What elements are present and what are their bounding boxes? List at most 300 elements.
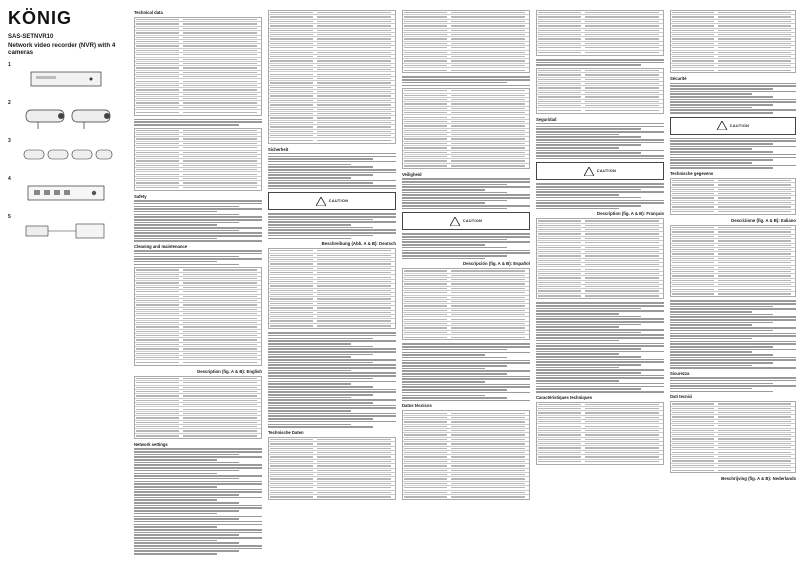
text-line	[536, 128, 641, 130]
text-line	[268, 405, 396, 407]
cell-text	[718, 280, 791, 281]
cell-text	[538, 87, 581, 88]
cell-text	[136, 409, 179, 410]
text-line	[134, 470, 239, 472]
text-line	[536, 380, 619, 382]
table-cell	[183, 143, 261, 144]
table-cell	[537, 295, 585, 296]
cell-text	[538, 443, 581, 444]
cell-text	[404, 12, 447, 13]
cell-text	[404, 430, 447, 431]
cell-text	[404, 138, 447, 139]
table-cell	[183, 89, 261, 90]
text-line	[670, 349, 796, 351]
brand-header	[8, 8, 128, 57]
table-cell	[269, 443, 317, 444]
cell-text	[585, 25, 659, 26]
text-line	[268, 221, 396, 223]
text-line	[268, 332, 396, 334]
table-cell	[451, 496, 529, 497]
table-cell	[403, 25, 451, 26]
cell-text	[270, 78, 313, 79]
cell-text	[270, 104, 313, 105]
table-cell	[269, 34, 317, 35]
table-cell	[537, 426, 585, 427]
table-cell	[135, 45, 183, 46]
table-cell	[585, 260, 663, 261]
cell-text	[183, 357, 257, 358]
cell-text	[317, 122, 391, 123]
cell-text	[183, 63, 257, 64]
table-cell	[403, 288, 451, 289]
cell-text	[183, 169, 257, 170]
cell-text	[270, 320, 313, 321]
table-cell	[671, 206, 718, 207]
cell-text	[183, 50, 257, 51]
table-row	[671, 468, 795, 472]
cell-text	[183, 309, 257, 310]
cell-text	[404, 21, 447, 22]
table-cell	[135, 413, 183, 414]
cell-text	[183, 318, 257, 319]
table-cell	[403, 483, 451, 484]
cell-text	[317, 47, 391, 48]
text-line	[402, 192, 507, 194]
table-cell	[718, 412, 795, 413]
table-cell	[585, 264, 663, 265]
text-line	[134, 258, 262, 260]
table-cell	[451, 297, 529, 298]
cell-text	[404, 478, 447, 479]
table-cell	[451, 413, 529, 414]
cell-text	[136, 400, 179, 401]
table-cell	[183, 178, 261, 179]
cell-text	[317, 56, 391, 57]
text-line	[268, 386, 373, 388]
text-line	[670, 354, 773, 356]
cell-text	[317, 82, 391, 83]
table-cell	[537, 264, 585, 265]
cell-text	[317, 285, 391, 286]
cell-text	[585, 96, 659, 97]
table-cell	[135, 391, 183, 392]
table-cell	[451, 117, 529, 118]
table-cell	[671, 236, 718, 237]
table-cell	[451, 95, 529, 96]
table-cell	[403, 38, 451, 39]
cell-text	[183, 313, 257, 314]
cell-text	[451, 448, 525, 449]
table-cell	[135, 404, 183, 405]
cell-text	[183, 32, 257, 33]
table-cell	[135, 269, 183, 270]
text-line	[670, 343, 796, 345]
cell-text	[270, 492, 313, 493]
data-table	[402, 88, 530, 169]
cell-text	[183, 187, 257, 188]
cell-text	[317, 52, 391, 53]
table-cell	[269, 65, 317, 66]
cell-text	[404, 310, 447, 311]
table-cell	[135, 147, 183, 148]
cell-text	[136, 287, 179, 288]
cell-text	[538, 16, 581, 17]
table-cell	[269, 268, 317, 269]
cell-text	[585, 12, 659, 13]
cell-text	[585, 461, 659, 462]
cell-text	[451, 483, 525, 484]
table-cell	[135, 67, 183, 68]
cell-text	[718, 412, 791, 413]
table-cell	[537, 225, 585, 226]
text-line	[134, 206, 239, 208]
table-cell	[585, 255, 663, 256]
text-line	[536, 383, 664, 385]
table-cell	[537, 101, 585, 102]
text-line	[402, 82, 507, 84]
cell-text	[317, 16, 391, 17]
cell-text	[183, 138, 257, 139]
text-line	[670, 335, 796, 337]
cell-text	[183, 269, 257, 270]
cell-text	[136, 67, 179, 68]
text-line	[402, 200, 507, 202]
table-cell	[403, 165, 451, 166]
cell-text	[404, 305, 447, 306]
table-cell	[451, 470, 529, 471]
table-cell	[183, 322, 261, 323]
cell-text	[404, 56, 447, 57]
table-cell	[183, 72, 261, 73]
table-cell	[671, 21, 718, 22]
table-cell	[585, 290, 663, 291]
text-line	[268, 364, 396, 366]
table-cell	[135, 339, 183, 340]
table-cell	[671, 52, 718, 53]
cell-text	[404, 70, 447, 71]
table-cell	[269, 255, 317, 256]
cell-text	[585, 70, 659, 71]
table-cell	[451, 34, 529, 35]
cell-text	[672, 421, 714, 422]
text-line	[134, 216, 262, 218]
cell-text	[718, 70, 791, 71]
table-cell	[671, 271, 718, 272]
table-cell	[718, 38, 795, 39]
cell-text	[183, 112, 257, 113]
table-cell	[317, 34, 395, 35]
table-cell	[317, 448, 395, 449]
text-line	[670, 303, 796, 305]
table-cell	[135, 435, 183, 436]
table-cell	[317, 16, 395, 17]
cell-text	[183, 85, 257, 86]
table-cell	[537, 74, 585, 75]
cell-text	[451, 492, 525, 493]
cell-text	[317, 492, 391, 493]
table-cell	[403, 112, 451, 113]
cell-text	[718, 202, 791, 203]
table-cell	[585, 30, 663, 31]
table-cell	[671, 70, 718, 71]
table-cell	[718, 25, 795, 26]
text-line	[536, 388, 641, 390]
cell-text	[317, 135, 391, 136]
text-line	[134, 250, 262, 252]
cell-text	[270, 82, 313, 83]
cell-text	[672, 284, 714, 285]
text-line	[670, 138, 796, 140]
table-cell	[183, 353, 261, 354]
cell-text	[317, 21, 391, 22]
table-cell	[135, 152, 183, 153]
table-cell	[403, 426, 451, 427]
cell-text	[270, 272, 313, 273]
table-cell	[269, 140, 317, 141]
table-cell	[135, 426, 183, 427]
table-cell	[317, 496, 395, 497]
table-cell	[537, 434, 585, 435]
cell-text	[270, 69, 313, 70]
table-cell	[135, 430, 183, 431]
cell-text	[136, 89, 179, 90]
cell-text	[317, 60, 391, 61]
data-table	[134, 128, 262, 191]
table-cell	[585, 21, 663, 22]
cell-text	[672, 30, 714, 31]
figure-4	[8, 176, 128, 210]
table-cell	[183, 112, 261, 113]
section-heading: Dati tecnici	[670, 394, 693, 400]
table-cell	[269, 104, 317, 105]
text-line	[670, 316, 796, 318]
cell-text	[451, 38, 525, 39]
cell-text	[538, 255, 581, 256]
camera-bullet-icon	[16, 102, 116, 132]
cell-text	[136, 296, 179, 297]
cell-text	[451, 430, 525, 431]
table-cell	[718, 56, 795, 57]
cell-text	[672, 456, 714, 457]
table-cell	[135, 107, 183, 108]
text-line	[670, 314, 773, 316]
cell-text	[718, 184, 791, 185]
table-row	[403, 164, 529, 168]
table-cell	[451, 443, 529, 444]
text-line	[268, 410, 351, 412]
cell-text	[270, 250, 313, 251]
cell-text	[672, 438, 714, 439]
table-cell	[269, 294, 317, 295]
table-cell	[403, 301, 451, 302]
section-heading: Sicurezza	[670, 371, 690, 377]
data-table	[268, 437, 396, 500]
table-cell	[585, 105, 663, 106]
text-line	[402, 381, 485, 383]
column-technical-en	[134, 8, 262, 560]
cell-text	[136, 339, 179, 340]
cell-text	[317, 74, 391, 75]
cell-text	[585, 456, 659, 457]
cell-text	[183, 391, 257, 392]
table-cell	[537, 260, 585, 261]
text-line	[134, 550, 239, 552]
text-line	[402, 397, 507, 399]
table-cell	[585, 439, 663, 440]
text-line	[536, 351, 664, 353]
cell-text	[404, 483, 447, 484]
cell-text	[404, 34, 447, 35]
table-cell	[135, 182, 183, 183]
table-cell	[317, 126, 395, 127]
table-cell	[537, 242, 585, 243]
table-cell	[183, 63, 261, 64]
cell-text	[404, 297, 447, 298]
text-line	[134, 232, 262, 234]
cell-text	[451, 319, 525, 320]
table-cell	[718, 21, 795, 22]
table-cell	[183, 331, 261, 332]
cell-text	[317, 259, 391, 260]
table-cell	[317, 91, 395, 92]
language-heading: Descripción (fig. A & B): Español	[462, 261, 530, 267]
cell-text	[183, 23, 257, 24]
text-line	[268, 219, 373, 221]
cell-text	[183, 291, 257, 292]
cell-text	[404, 327, 447, 328]
table-cell	[269, 492, 317, 493]
table-cell	[671, 245, 718, 246]
cell-text	[270, 478, 313, 479]
cell-text	[317, 131, 391, 132]
warning-icon	[450, 217, 460, 226]
table-cell	[269, 117, 317, 118]
cell-text	[538, 273, 581, 274]
table-cell	[135, 417, 183, 418]
table-cell	[451, 134, 529, 135]
table-cell	[537, 96, 585, 97]
text-line	[268, 370, 351, 372]
text-line	[402, 362, 530, 364]
table-cell	[135, 313, 183, 314]
cell-text	[136, 182, 179, 183]
table-cell	[269, 465, 317, 466]
cell-text	[270, 452, 313, 453]
text-line	[402, 252, 530, 254]
cell-text	[317, 461, 391, 462]
cell-text	[538, 277, 581, 278]
text-line	[134, 208, 262, 210]
table-cell	[671, 30, 718, 31]
text-line	[268, 381, 396, 383]
text-line	[670, 357, 796, 359]
cell-text	[317, 439, 391, 440]
text-line	[402, 186, 530, 188]
table-cell	[403, 138, 451, 139]
table-cell	[269, 285, 317, 286]
cell-text	[451, 452, 525, 453]
table-cell	[317, 131, 395, 132]
table-cell	[317, 465, 395, 466]
table-cell	[537, 443, 585, 444]
table-cell	[317, 25, 395, 26]
text-line	[402, 376, 530, 378]
table-cell	[317, 316, 395, 317]
table-cell	[451, 152, 529, 153]
table-cell	[718, 236, 795, 237]
figure-3	[8, 138, 128, 172]
cell-text	[136, 313, 179, 314]
text-line	[134, 203, 262, 205]
cell-text	[183, 413, 257, 414]
cell-text	[270, 52, 313, 53]
table-cell	[317, 483, 395, 484]
text-line	[402, 357, 507, 359]
text-line	[402, 197, 530, 199]
text-line	[670, 85, 796, 87]
text-line	[670, 159, 773, 161]
text-line	[268, 356, 351, 358]
text-line	[268, 224, 351, 226]
table-cell	[403, 47, 451, 48]
table-cell	[585, 110, 663, 111]
cell-text	[585, 110, 659, 111]
text-line	[268, 235, 373, 237]
table-cell	[718, 184, 795, 185]
text-line	[402, 368, 485, 370]
text-line	[536, 139, 664, 141]
cell-text	[451, 323, 525, 324]
table-cell	[451, 52, 529, 53]
text-line	[670, 151, 773, 153]
cell-text	[404, 279, 447, 280]
table-cell	[451, 430, 529, 431]
text-line	[134, 121, 262, 123]
section-heading: Safety	[134, 194, 147, 200]
table-cell	[585, 220, 663, 221]
text-line	[268, 238, 351, 240]
cell-text	[538, 47, 581, 48]
cell-text	[451, 130, 525, 131]
table-cell	[135, 274, 183, 275]
table-cell	[403, 319, 451, 320]
cell-text	[585, 34, 659, 35]
table-cell	[718, 193, 795, 194]
text-line	[536, 375, 664, 377]
text-line	[536, 369, 664, 371]
table-cell	[317, 298, 395, 299]
cell-text	[451, 125, 525, 126]
nvr-recorder-icon	[16, 64, 116, 92]
table-cell	[585, 225, 663, 226]
cell-text	[718, 52, 791, 53]
cell-text	[183, 278, 257, 279]
table-cell	[451, 108, 529, 109]
cell-text	[183, 322, 257, 323]
table-cell	[403, 134, 451, 135]
text-line	[536, 126, 664, 128]
table-cell	[451, 121, 529, 122]
cell-text	[451, 461, 525, 462]
cell-text	[718, 30, 791, 31]
cell-text	[183, 130, 257, 131]
table-cell	[269, 259, 317, 260]
cell-text	[538, 38, 581, 39]
cell-text	[183, 72, 257, 73]
table-cell	[537, 83, 585, 84]
cell-text	[136, 165, 179, 166]
cell-text	[404, 461, 447, 462]
